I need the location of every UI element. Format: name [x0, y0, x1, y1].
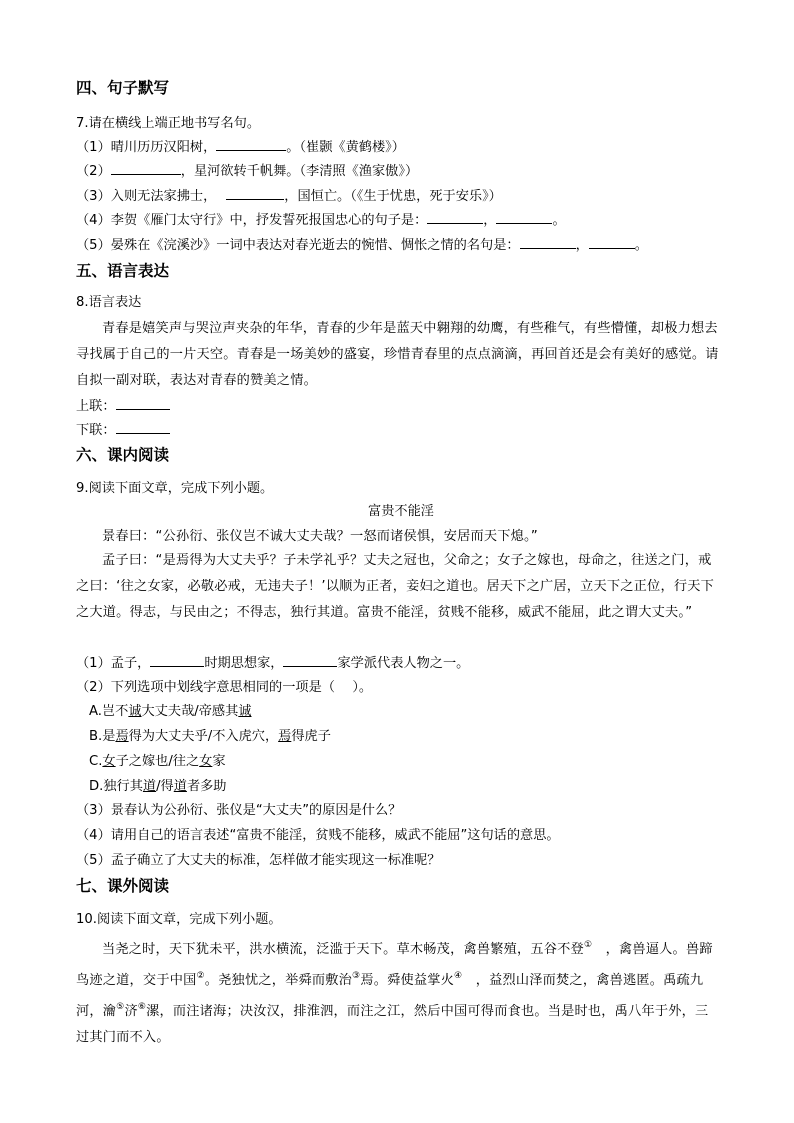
footnote-marker: ⑤ — [116, 1002, 125, 1012]
answer-blank[interactable] — [589, 234, 635, 249]
option-text: 家 — [212, 754, 226, 769]
passage-extracurricular — [76, 932, 720, 1051]
option-text: 子之嫁也/往之 — [115, 754, 200, 769]
line-text: 。 — [552, 213, 566, 228]
underlined-char: 女 — [199, 754, 213, 769]
couplet-lower — [76, 419, 170, 444]
passage-text: ，禽兽逼人。兽蹄鸟迹之道，交于中国 — [76, 942, 713, 988]
option-text: 大丈夫哉/帝感其 — [141, 704, 239, 719]
answer-blank[interactable] — [283, 652, 337, 667]
question-7-line-2 — [76, 160, 418, 185]
answer-blank[interactable] — [226, 185, 284, 200]
question-8-passage: 青春是嬉笑声与哭泣声夹杂的年华，青春的少年是蓝天中翱翔的幼鹰，有些稚气，有些懵懂，却极力想去寻找属于自己的一片天空。青春是一场美妙的盛宴，珍惜青春里的点点滴滴，再回首还是会有美好的感觉。请自拟一副对联，表达对青春的赞美之情。 — [76, 321, 719, 388]
question-7-line-1 — [76, 136, 405, 161]
line-text: 时期思想家， — [204, 656, 284, 671]
line-text: ，国恒亡。（《生于忧患，死于安乐》） — [284, 189, 502, 204]
passage-paragraph-2: 孟子曰：“是焉得为大丈夫乎？子未学礼乎？丈夫之冠也，父命之；女子之嫁也，母命之，往送之门，戒之曰：‘往之女家，必敬必戒，无违夫子！’以顺为正者，妾妇之道也。居天下之广居，立天下之正位，行天下之大道。得志，与民由之；不得志，独行其道。富贵不能淫，贫贱不能移，威武不能屈，此之谓大丈夫。” — [76, 553, 714, 620]
answer-blank[interactable] — [496, 209, 552, 224]
answer-blank[interactable] — [216, 136, 286, 151]
line-text: 。（崔颢《黄鹤楼》） — [286, 140, 405, 155]
sub-question-5: （5）孟子确立了大丈夫的标准，怎样做才能实现这一标准呢？ — [76, 853, 441, 868]
underlined-char: 道 — [173, 779, 187, 794]
footnote-marker: ⑥ — [137, 1002, 147, 1012]
section-title-7: 七、课外阅读 — [76, 877, 170, 895]
passage-text: 焉。舜使益掌火 — [360, 973, 455, 988]
couplet-upper-label: 上联： — [76, 399, 116, 414]
sub-question-1 — [76, 652, 469, 677]
sub-question-4: （4）请用自己的语言表述“富贵不能淫，贫贱不能移，威武不能屈”这句话的意思。 — [76, 828, 560, 843]
footnote-marker: ③ — [352, 971, 361, 981]
passage-text: 漯，而注诸海；决汝汉，排淮泗，而注之江，然后中国可得而食也。当是时也，禹八年于外，三过其门而不入。 — [76, 1004, 709, 1045]
underlined-char: 道 — [142, 779, 157, 794]
passage-title: 富贵不能淫 — [368, 504, 434, 519]
underlined-char: 女 — [102, 754, 116, 769]
answer-blank[interactable] — [150, 652, 204, 667]
option-text: B.是 — [89, 729, 116, 744]
line-text: （4）李贺《雁门太守行》中，抒发誓死报国忠心的句子是： — [76, 213, 428, 228]
line-text: （1）孟子， — [76, 656, 151, 671]
underlined-char: 诚 — [238, 704, 252, 719]
line-text: （3）入则无法家拂士， — [76, 189, 217, 204]
question-7-line-3 — [76, 185, 502, 210]
underlined-char: 焉 — [278, 729, 292, 744]
option-text: 得为大丈夫乎/不入虎穴， — [128, 729, 279, 744]
line-text: （5）晏殊在《浣溪沙》一词中表达对春光逝去的惋惜、惆怅之情的名句是： — [76, 238, 520, 253]
question-10-prompt: 10.阅读下面文章，完成下列小题。 — [76, 912, 282, 927]
line-text: 。 — [634, 238, 648, 253]
passage-text: 当尧之时，天下犹未平，洪水横流，泛滥于天下。草木畅茂，禽兽繁殖，五谷不登 — [102, 942, 584, 957]
passage-text: 。尧独忧之，举舜而敷治 — [204, 973, 353, 988]
line-text: 家学派代表人物之一。 — [337, 656, 470, 671]
option-c[interactable] — [76, 750, 226, 775]
underlined-char: 诚 — [128, 704, 142, 719]
sub-question-2: （2）下列选项中划线字意思相同的一项是（ ）。 — [76, 680, 373, 695]
couplet-upper — [76, 395, 170, 420]
answer-blank[interactable] — [111, 160, 181, 175]
footnote-marker: ④ — [454, 971, 463, 981]
passage-text: 济 — [124, 1004, 138, 1019]
option-text: A.岂不 — [89, 704, 129, 719]
answer-blank[interactable] — [520, 234, 576, 249]
line-text: ， — [483, 213, 497, 228]
option-text: /得 — [156, 779, 174, 794]
footnote-marker: ① — [583, 940, 593, 950]
section-title-4: 四、句子默写 — [76, 79, 170, 97]
option-text: 得虎子 — [291, 729, 331, 744]
passage-text: ，益烈山泽而焚之，禽兽逃匿。禹疏九河，瀹 — [76, 973, 704, 1019]
line-text: ，星河欲转千帆舞。（李清照《渔家傲》） — [180, 164, 419, 179]
answer-blank[interactable] — [427, 209, 483, 224]
option-a[interactable] — [76, 700, 252, 725]
option-text: C. — [89, 754, 103, 769]
line-text: （1）晴川历历汉阳树， — [76, 140, 217, 155]
option-b[interactable] — [76, 725, 331, 750]
option-d[interactable] — [76, 775, 227, 800]
question-7-prompt: 7.请在横线上端正地书写名句。 — [76, 116, 261, 131]
question-9-prompt: 9.阅读下面文章，完成下列小题。 — [76, 481, 274, 496]
option-text: 者多助 — [186, 779, 227, 794]
underlined-char: 焉 — [115, 729, 129, 744]
section-title-6: 六、课内阅读 — [76, 446, 170, 464]
section-title-5: 五、语言表达 — [76, 262, 170, 280]
line-text: ， — [575, 238, 589, 253]
sub-question-3: （3）景春认为公孙衍、张仪是“大丈夫”的原因是什么？ — [76, 803, 402, 818]
question-7-line-4 — [76, 209, 566, 234]
option-text: D.独行其 — [89, 779, 143, 794]
question-7-line-5 — [76, 234, 648, 259]
couplet-upper-input[interactable] — [116, 395, 170, 410]
passage-paragraph-1: 景春曰：“公孙衍、张仪岂不诚大丈夫哉？一怒而诸侯惧，安居而天下熄。” — [102, 529, 538, 544]
couplet-lower-input[interactable] — [116, 419, 170, 434]
footnote-marker: ② — [196, 971, 205, 981]
line-text: （2） — [76, 164, 111, 179]
question-8-prompt: 8.语言表达 — [76, 295, 142, 310]
couplet-lower-label: 下联： — [76, 423, 116, 438]
